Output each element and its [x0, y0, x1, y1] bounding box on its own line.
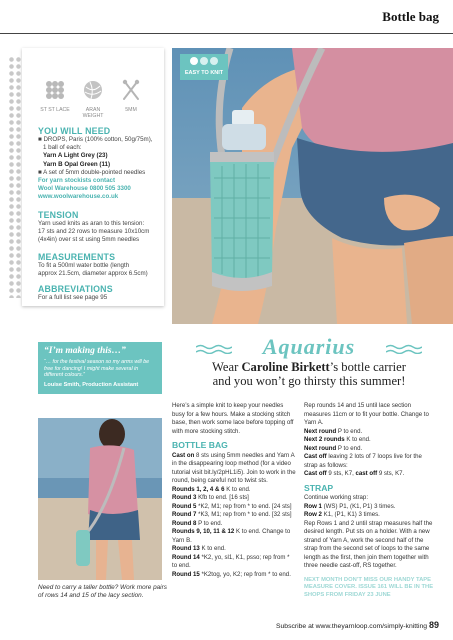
icon-label: ARAN WEIGHT — [82, 107, 104, 119]
section-title: Bottle bag — [382, 9, 439, 24]
instruction: Round 5 *K2, M1; rep from * to end. [24 sts] — [172, 502, 292, 510]
intro-text: Here’s a simple knit to keep your needles busy for a few hours. Make a stocking stitch base, then work some lace before topping off with more stocking stitch. — [172, 402, 294, 435]
sub-text: ’s bottle carrier — [329, 360, 406, 374]
pattern-column-2 — [304, 402, 434, 599]
text: For yarn stockists contact — [38, 177, 116, 185]
sub-text: Wear — [212, 360, 242, 374]
designer-name: Caroline Birkett — [241, 360, 330, 374]
text: Wool Warehouse 0800 505 3300 — [38, 185, 131, 193]
badge-label: EASY TO KNIT — [184, 70, 224, 76]
instruction: Rounds 9, 10, 11 & 12 K to end. Change to Yarn B. — [172, 528, 291, 544]
heading: STRAP — [304, 482, 334, 493]
text: 1 ball of each: — [43, 144, 82, 152]
sub-text: and you won’t go thirsty this summer! — [212, 374, 406, 388]
heading: BOTTLE BAG — [172, 440, 228, 450]
instruction: Rep Rows 1 and 2 until strap measures half the desired length. Put sts on a holder. With a new strand of Yarn A, work the second half of the strap from the second set of loops to the same length as the first, then join them together with three needle cast-off, RS together. — [304, 519, 433, 569]
skill-icons — [40, 79, 160, 119]
abbreviations — [38, 284, 162, 302]
quote-author: Louise Smith, Production Assistant — [44, 381, 139, 388]
difficulty-badge — [180, 54, 228, 80]
text: To fit a 500ml water bottle (length — [38, 262, 130, 269]
pattern-column-1 — [172, 402, 296, 579]
quote-text: “… for the festival season so my arms will be free for dancing! I might make several in different colours.” — [44, 359, 150, 379]
icon-label: ST ST LACE — [40, 107, 70, 113]
heading: ABBREVIATIONS — [38, 284, 113, 294]
subscribe-link[interactable]: Subscribe at www.theyarnloop.com/simply-knitting — [275, 623, 428, 630]
main-photo — [172, 48, 453, 324]
headline-subtitle — [176, 360, 442, 388]
text: (4x4in) over st st using 5mm needles — [38, 236, 140, 244]
yarn-ball-icon — [82, 79, 104, 101]
instruction: Continue working strap: — [304, 494, 369, 501]
instruction: Round 8 P to end. — [172, 519, 223, 527]
text: Yarn used knits as aran to this tension: — [38, 220, 145, 227]
text: 17 sts and 22 rows to measure 10x10cm — [38, 228, 150, 236]
instruction: Row 2 K1, (P1, K1) 3 times. — [304, 511, 380, 518]
heading: TENSION — [38, 210, 79, 220]
instruction: Round 3 Kfb to end. [16 sts] — [172, 494, 249, 501]
instruction: Row 1 (WS) P1, (K1, P1) 3 times. — [304, 502, 396, 510]
instruction: Round 13 K to end. — [172, 545, 226, 552]
heading: YOU WILL NEED — [38, 126, 111, 136]
icon-label: 5MM — [125, 107, 137, 113]
instruction: Round 14 *K2, yo, sl1, K1, psso; rep from * to end. — [172, 553, 290, 569]
link[interactable]: www.woolwarehouse.co.uk — [38, 193, 119, 201]
tension — [38, 210, 162, 245]
instruction: Rounds 1, 2, 4 & 6 K to end. — [172, 485, 251, 493]
text: For a full list see page 95 — [38, 294, 108, 301]
secondary-photo — [38, 418, 162, 580]
photo-caption: Need to carry a taller bottle? Work more pairs of rows 14 and 15 of the lacy section. — [38, 584, 167, 599]
header-rule — [0, 33, 453, 34]
text: approx 21.5cm, diameter approx 6.5cm) — [38, 270, 148, 278]
you-will-need — [38, 126, 162, 202]
headline — [176, 334, 442, 396]
needles-icon — [120, 79, 142, 101]
yarn-lace-icon — [44, 79, 66, 101]
heading: MEASUREMENTS — [38, 252, 116, 262]
measurements — [38, 252, 162, 278]
instruction: Cast off leaving 2 lots of 7 loops live for the strap as follows: — [304, 453, 422, 469]
text: ■ A set of 5mm double-pointed needles — [38, 168, 146, 176]
text: Yarn B Opal Green (11) — [43, 160, 111, 168]
text: ■ DROPS, Paris (100% cotton, 50g/75m), — [38, 136, 153, 143]
text: Yarn A Light Grey (23) — [43, 152, 108, 160]
instruction: Round 15 *K2tog, yo, K2; rep from * to end. — [172, 570, 291, 578]
quote-box — [38, 342, 162, 394]
instruction: Cast off 9 sts, K7, cast off 9 sts, K7. — [304, 470, 405, 477]
instruction: Round 7 *K3, M1; rep from * to end. [32 sts] — [172, 511, 292, 518]
intro-text: Rep rounds 14 and 15 until lace section measures 11cm or to fit your bottle. Change to Yarn A. — [304, 402, 429, 426]
page-footer — [276, 620, 439, 630]
instruction: Next 2 rounds K to end. — [304, 436, 371, 443]
headline-title: Aquarius — [262, 334, 356, 359]
instruction: Next round P to end. — [304, 427, 363, 435]
instruction: Next round P to end. — [304, 444, 363, 452]
wave-icon — [386, 344, 422, 354]
page-number: 89 — [428, 620, 439, 630]
quote-title: “I’m making this…” — [44, 346, 126, 356]
next-month-teaser: NEXT MONTH DON’T MISS OUR HANDY TAPE MEASURE COVER. ISSUE 161 WILL BE IN THE SHOPS FROM FRIDAY 23 JUNE — [304, 576, 434, 598]
instruction: Cast on 8 sts using 5mm needles and Yarn A in the disappearing loop method (for a video tutorial visit bit.ly/2pHL1i5). Join to work in the round, being careful not to twist sts. — [172, 451, 296, 484]
